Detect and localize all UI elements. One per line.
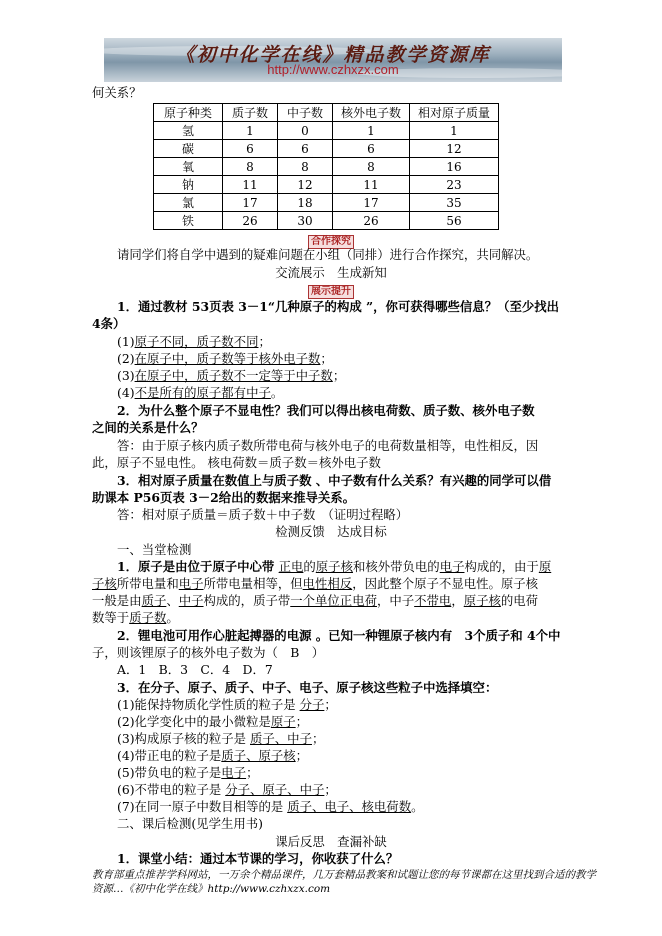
summary-question: 1．课堂小结：通过本节课的学习，你收获了什么？ [117,851,399,866]
table-cell: 11 [333,176,410,194]
text-run: 构成的，由于 [464,559,539,574]
t2-line2: 子，则该锂原子的核外电子数为（ B ） [92,645,325,660]
answer-blank: 一个单位正电荷 [290,593,377,608]
text-run: 所带电量和 [116,576,179,591]
text-run: 。 [166,610,179,625]
table-row [154,122,499,140]
table-header: 质子数 [223,104,278,122]
answer-blank: 电性相反 [302,576,353,591]
answer-prefix: (1) [117,334,135,349]
table-cell: 8 [223,158,278,176]
answer-prefix: (2) [117,351,135,366]
answer-blank: 分子、原子、中子 [225,782,325,797]
t1-line4 [92,609,179,626]
table-cell: 钠 [154,176,223,194]
hezuo-text: 请同学们将自学中遇到的疑难问题在小组（同排）进行合作探究，共同解决。 [117,247,539,262]
answer-suffix: ； [320,351,333,366]
t3-item [117,764,258,781]
table-cell: 26 [333,212,410,230]
t3-stem: 3．在分子、原子、质子、中子、电子、原子核这些粒子中选择填空： [117,680,498,695]
header-banner [104,38,562,82]
table-cell: 18 [278,194,333,212]
t1-line3 [92,592,538,609]
table-cell: 26 [223,212,278,230]
answer-suffix: 。 [270,385,284,400]
table-cell: 6 [333,140,410,158]
table-cell: 0 [278,122,333,140]
kehou-title: 课后反思 查漏补缺 [275,834,387,849]
banner-title: 《初中化学在线》精品教学资源库 [175,44,491,66]
hezuo-tag: 合作探究 [308,235,354,249]
table-row [154,176,499,194]
table-cell: 30 [278,212,333,230]
table-cell: 8 [278,158,333,176]
answer-blank: 在原子中，质子数不一定等于中子数 [134,368,333,383]
answer-blank: 分子 [299,697,325,712]
text-run: 、 [166,593,179,608]
answer-blank: 质子 [141,593,167,608]
answer-blank: 中子 [178,593,204,608]
answer1-item [117,367,345,384]
text-run: ； [246,765,259,780]
table-row [154,212,499,230]
banner-url[interactable]: http://www.czhxzx.com [267,62,399,77]
zhanshi-tag: 展示提升 [308,285,354,299]
ans3: 答：相对原子质量＝质子数＋中子数 （证明过程略） [117,507,409,522]
table-cell: 17 [223,194,278,212]
table-cell: 11 [223,176,278,194]
table-row [154,194,499,212]
text-run: ； [295,748,309,763]
text-run: 一般是由 [92,593,142,608]
text-run: 和核外带负电的 [352,559,440,574]
answer-blank: 质子、中子 [250,731,312,746]
atom-table [153,103,499,230]
table-cell: 12 [410,140,499,158]
text-run: (1)能保持物质化学性质的粒子是 [117,697,300,712]
answer-blank: 不是所有的原子都有中子 [134,385,271,400]
table-header: 原子种类 [154,104,223,122]
answer-blank: 正电 [278,559,304,574]
intro-tail: 何关系？ [92,85,142,100]
table-cell: 1 [410,122,499,140]
answer-blank: 电子 [221,765,247,780]
section-1-heading: 一、当堂检测 [117,542,192,557]
q3-line1: 3．相对原子质量在数值上与质子数 、中子数有什么关系？有兴趣的同学可以借 [117,473,552,488]
text-run: 1．原子是由位于原子中心带 [117,559,279,574]
answer-blank: 原子不同，质子数不同 [134,334,259,349]
answer-prefix: (3) [117,368,135,383]
t2-line1: 2．锂电池可用作心脏起搏器的电源 。已知一种锂原子核内有 3个质子和 4个中 [117,628,561,643]
jiaoliu-title: 交流展示 生成新知 [275,265,387,280]
answer1-item [117,384,283,401]
jiance-title: 检测反馈 达成目标 [275,524,387,539]
answer-blank: 原子核 [315,559,353,574]
text-run: 。 [411,799,424,814]
table-cell: 氯 [154,194,223,212]
q1-line2: 4条） [92,316,126,331]
ans2-line2: 此，原子不显电性。 核电荷数＝质子数＝核外电子数 [92,455,381,470]
t3-item [117,713,308,730]
table-cell: 6 [278,140,333,158]
t1-line2 [92,575,538,592]
text-run: (3)构成原子核的粒子是 [117,731,251,746]
answer-prefix: (4) [117,385,135,400]
text-run: (6)不带电的粒子是 [117,782,226,797]
text-run: ，因此整个原子不显电性。原子核 [352,576,539,591]
table-cell: 8 [333,158,410,176]
text-run: (2)化学变化中的最小微粒是 [117,714,271,729]
table-cell: 氢 [154,122,223,140]
text-run: 的 [303,559,316,574]
table-header: 相对原子质量 [410,104,499,122]
text-run: ， [451,593,464,608]
t1-line1 [117,558,551,575]
table-cell: 1 [223,122,278,140]
t2-options: A．1 B．3 C．4 D．7 [117,662,273,677]
answer1-item [117,333,271,350]
answer-blank: 质子数 [129,610,167,625]
text-run: (5)带负电的粒子是 [117,765,222,780]
answer-blank: 在原子中，质子数等于核外电子数 [134,351,321,366]
zhanshi-tag-row [0,281,662,299]
table-row [154,140,499,158]
footer-line1: 教育部重点推荐学科网站，一万余个精品课件，几万套精品教案和试题让您的每节课都在这里找到合适的教学 [92,869,596,881]
q1-line1: 1．通过教材 53页表 3－1“几种原子的构成 ”，你可获得哪些信息？（至少找出 [117,299,560,314]
text-run: 数等于 [92,610,130,625]
answer-blank: 质子、电子、核电荷数 [287,799,412,814]
text-run: ； [324,697,337,712]
ans2-line1: 答：由于原子核内质子数所带电荷与核外电子的电荷数量相等，电性相反，因 [117,438,539,453]
table-header: 核外电子数 [333,104,410,122]
table-cell: 16 [410,158,499,176]
q2-line2: 之间的关系是什么？ [92,420,204,435]
answer-blank: 原 [538,559,552,574]
text-run: 的电荷 [500,593,539,608]
table-cell: 碳 [154,140,223,158]
text-run: (4)带正电的粒子是 [117,748,222,763]
text-run: (7)在同一原子中数目相等的是 [117,799,288,814]
section-2-heading: 二、课后检测(见学生用书) [117,816,263,831]
text-run: ； [324,782,337,797]
table-cell: 铁 [154,212,223,230]
answer-blank: 原子 [270,714,296,729]
text-run: ，中子 [376,593,415,608]
answer-suffix: ； [258,334,271,349]
table-cell: 12 [278,176,333,194]
footer-line2: 资源…《初中化学在线》http://www.czhxzx.com [92,883,331,895]
answer-blank: 原子核 [463,593,501,608]
table-cell: 17 [333,194,410,212]
table-cell: 35 [410,194,499,212]
table-header-row [154,104,499,122]
q3-line2: 助课本 P56页表 3－2给出的数据来推导关系。 [92,490,356,505]
t3-item [117,781,337,798]
answer-blank: 子核 [92,576,117,591]
text-run: 构成的，质子带 [203,593,291,608]
table-row [154,158,499,176]
text-run: 所带电量相等，但 [203,576,303,591]
answer-blank: 电子 [439,559,465,574]
t3-item [117,798,423,815]
q2-line1: 2．为什么整个原子不显电性？我们可以得出核电荷数、质子数、核外电子数 [117,403,535,418]
table-cell: 1 [333,122,410,140]
table-cell: 23 [410,176,499,194]
t3-item [117,747,308,764]
answer-blank: 不带电 [414,593,452,608]
text-run: ； [295,714,309,729]
table-cell: 56 [410,212,499,230]
table-cell: 氧 [154,158,223,176]
answer-suffix: ； [332,368,346,383]
t3-item [117,730,324,747]
t3-item [117,696,337,713]
table-header: 中子数 [278,104,333,122]
text-run: ； [311,731,325,746]
answer-blank: 质子、原子核 [221,748,296,763]
answer-blank: 电子 [178,576,204,591]
table-cell: 6 [223,140,278,158]
answer1-item [117,350,333,367]
